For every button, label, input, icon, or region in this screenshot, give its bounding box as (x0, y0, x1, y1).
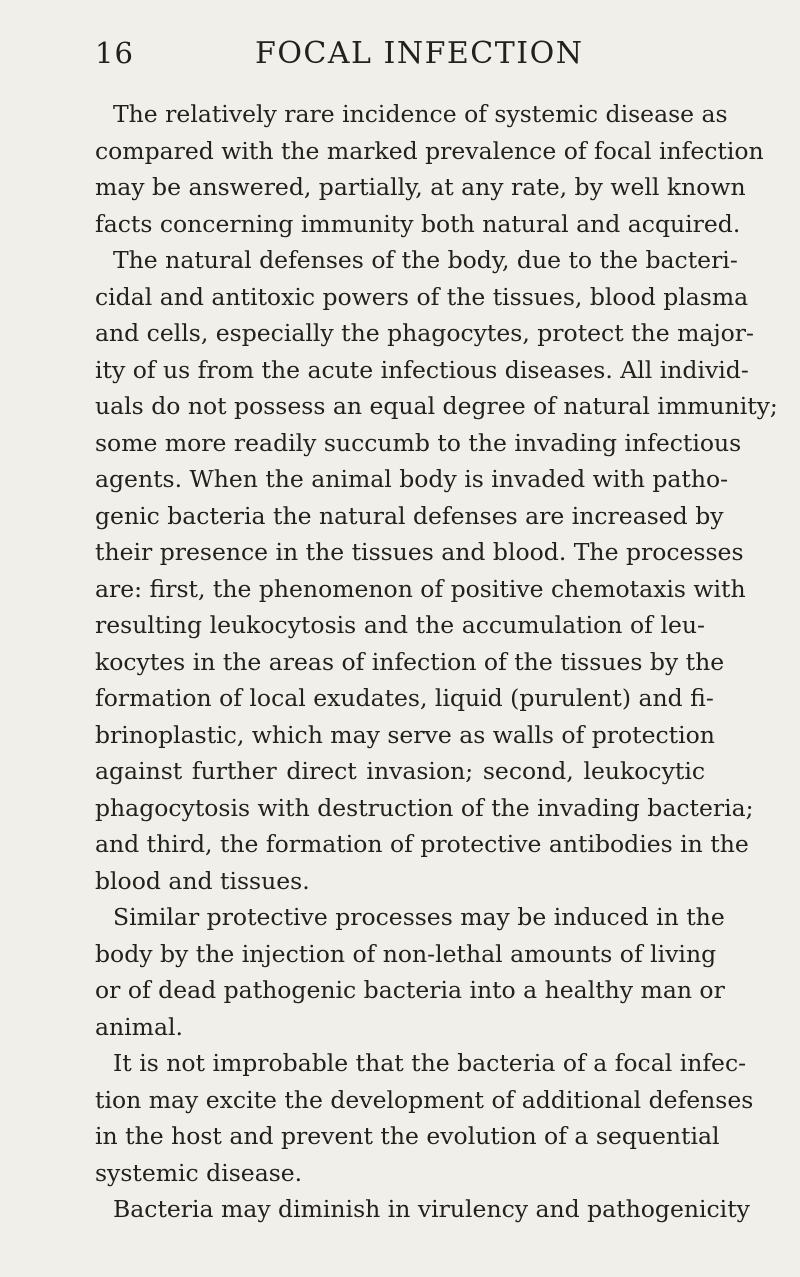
text-line: cidal and antitoxic powers of the tissues, blood plasma (95, 282, 749, 311)
text-line: are: first, the phenomenon of positive chemotaxis with (95, 574, 746, 603)
text-line: agents. When the animal body is invaded with patho- (95, 465, 729, 493)
text-line: animal. (95, 1012, 183, 1041)
text-line: against further direct invasion; second, leukocytic (95, 757, 705, 785)
text-line: tion may excite the development of additional defenses (95, 1085, 754, 1114)
text-line: phagocytosis with destruction of the invading bacteria; (95, 793, 754, 822)
text-line: The relatively rare incidence of systemic disease as (113, 100, 728, 128)
text-line: body by the injection of non-lethal amounts of living (95, 939, 717, 968)
text-line: compared with the marked prevalence of focal infection (95, 136, 764, 165)
text-line: The natural defenses of the body, due to the bacteri- (113, 246, 738, 274)
text-line: uals do not possess an equal degree of natural immunity; (95, 392, 778, 420)
text-line: their presence in the tissues and blood. The processes (95, 538, 744, 566)
text-line: facts concerning immunity both natural and acquired. (95, 209, 741, 238)
text-line: may be answered, partially, at any rate, by well known (95, 173, 746, 201)
text-line: and cells, especially the phagocytes, protect the major- (95, 319, 754, 347)
text-line: It is not improbable that the bacteria of a focal infec- (113, 1049, 747, 1077)
running-title: FOCAL INFECTION (255, 36, 584, 71)
page-number: 16 (95, 36, 134, 70)
text-line: in the host and prevent the evolution of a sequential (95, 1122, 720, 1150)
text-line: or of dead pathogenic bacteria into a healthy man or (95, 976, 725, 1004)
text-line: Similar protective processes may be induced in the (113, 903, 725, 931)
text-line: ity of us from the acute infectious diseases. All individ- (95, 355, 749, 384)
text-line: systemic disease. (95, 1158, 303, 1187)
text-line: resulting leukocytosis and the accumulation of leu- (95, 611, 705, 639)
text-line: some more readily succumb to the invading infectious (95, 428, 742, 457)
text-line: kocytes in the areas of infection of the tissues by the (95, 647, 725, 676)
body-text (95, 96, 778, 1228)
page-header (95, 36, 705, 86)
text-line: brinoplastic, which may serve as walls of protection (95, 720, 715, 749)
text-line: Bacteria may diminish in virulency and pathogenicity (113, 1195, 750, 1223)
text-line: and third, the formation of protective antibodies in the (95, 830, 749, 858)
text-line: genic bacteria the natural defenses are increased by (95, 501, 724, 530)
text-line: formation of local exudates, liquid (purulent) and fi- (95, 684, 714, 712)
text-line: blood and tissues. (95, 866, 310, 895)
